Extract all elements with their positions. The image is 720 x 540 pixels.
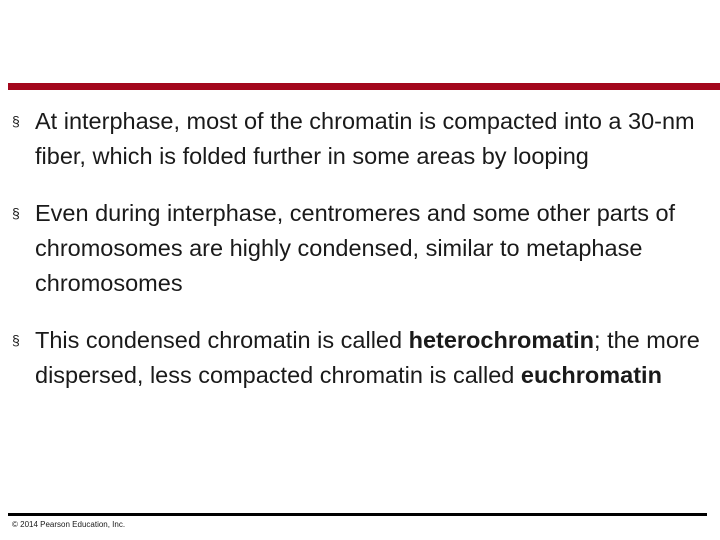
title-divider	[8, 83, 720, 90]
bullet-text-middle: ; the more dispersed, less compacted chromatin is called	[35, 327, 700, 388]
bullet-item-centromeres	[12, 196, 712, 301]
bullet-text-lead: This condensed chromatin is called	[35, 327, 409, 353]
term-euchromatin: euchromatin	[520, 362, 662, 388]
bullet-marker-icon: §	[12, 332, 20, 348]
bullet-text: At interphase, most of the chromatin is compacted into a 30-nm fiber, which is folded further in some areas by looping	[35, 108, 695, 169]
bullet-item-interphase	[12, 104, 712, 174]
copyright-notice: © 2014 Pearson Education, Inc.	[12, 520, 126, 529]
bullet-marker-icon: §	[12, 205, 20, 221]
term-heterochromatin: heterochromatin	[408, 327, 595, 353]
footer-divider	[8, 513, 707, 516]
bullet-marker-icon: §	[12, 113, 20, 129]
bullet-item-heterochromatin	[12, 323, 712, 393]
bullet-text: Even during interphase, centromeres and some other parts of chromosomes are highly condensed, similar to metaphase chromosomes	[35, 200, 676, 296]
bullet-list	[12, 104, 712, 415]
